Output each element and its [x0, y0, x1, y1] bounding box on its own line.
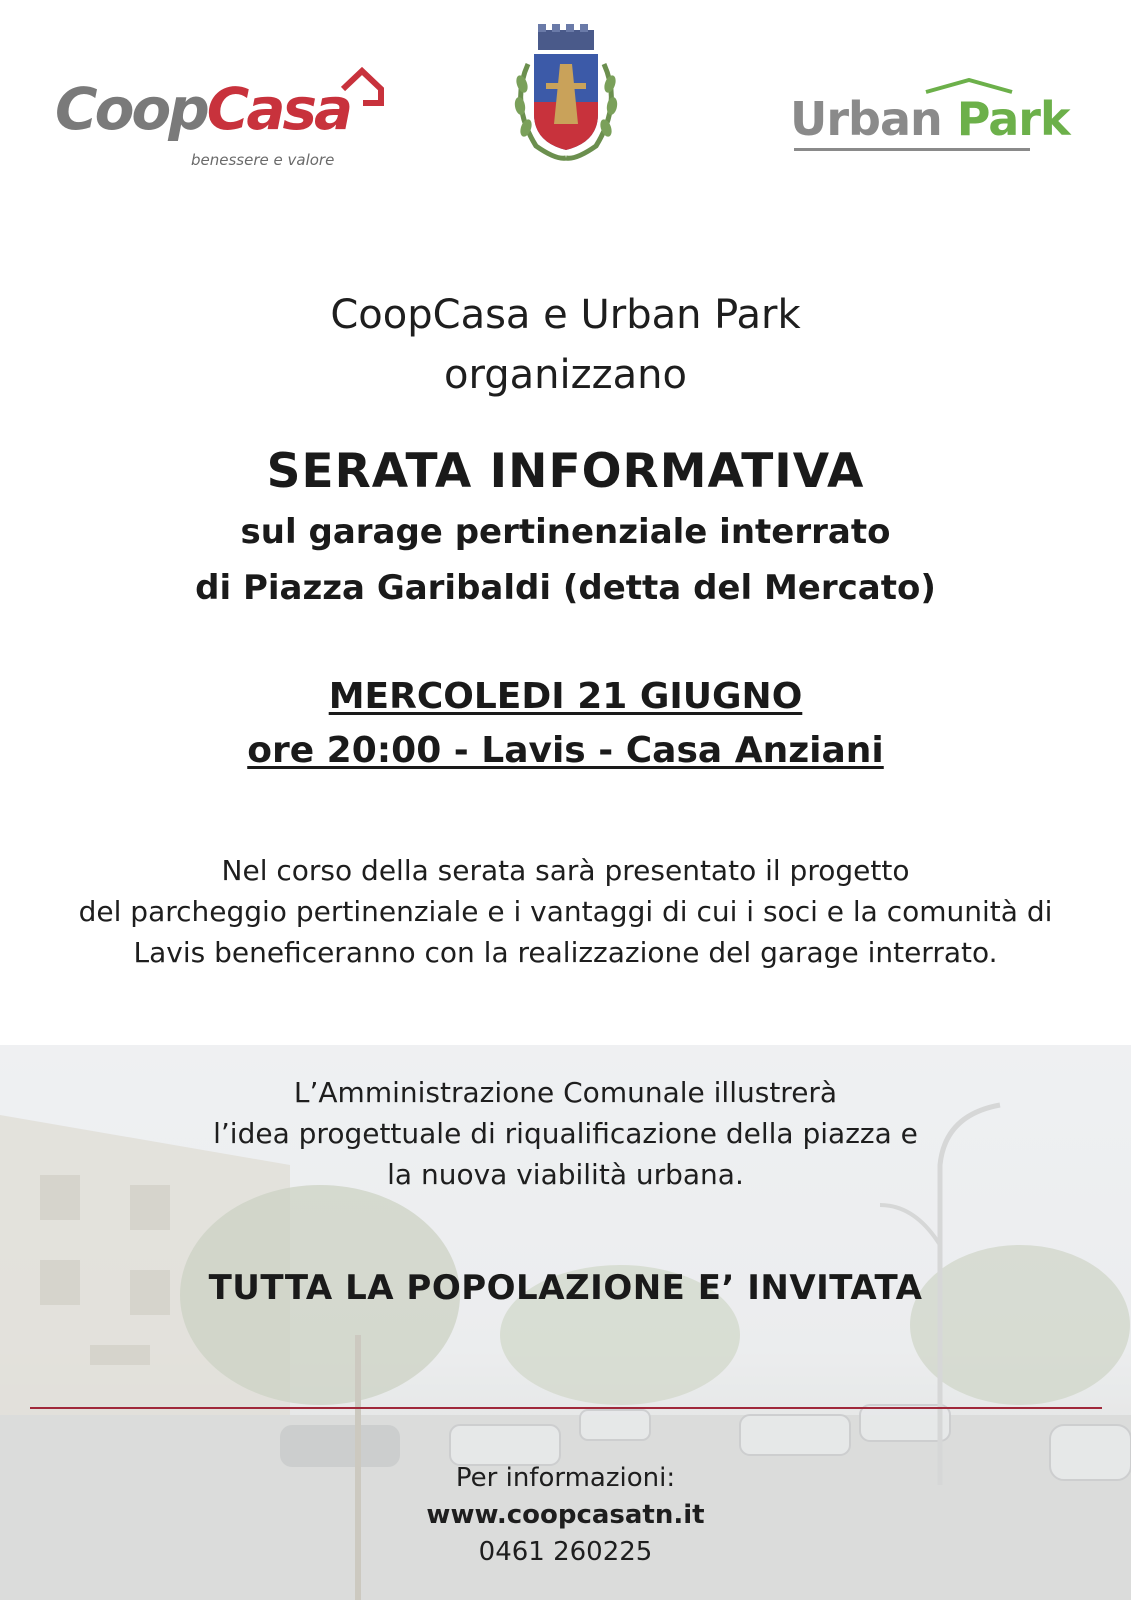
urbanpark-logo — [790, 78, 1080, 158]
coopcasa-tagline: benessere e valore — [191, 151, 335, 169]
administration-line: L’Amministrazione Comunale illustrerà — [293, 1076, 838, 1109]
invitation-banner: TUTTA LA POPOLAZIONE E’ INVITATA — [208, 1268, 923, 1308]
description-paragraph — [0, 850, 1131, 973]
coopcasa-logo — [55, 65, 395, 175]
divider-line — [30, 1407, 1102, 1409]
event-date: MERCOLEDI 21 GIUGNO — [328, 676, 803, 717]
event-datetime — [0, 670, 1131, 778]
coopcasa-word-coop: Coop — [55, 75, 207, 143]
organizers-verb: organizzano — [444, 352, 687, 398]
organizers-block — [0, 285, 1131, 405]
urbanpark-word-urban: Urban — [790, 92, 942, 146]
description-line: Lavis beneficeranno con la realizzazione del garage interrato. — [133, 936, 998, 969]
coopcasa-wordmark — [55, 75, 350, 143]
description-line: del parcheggio pertinenziale e i vantaggi di cui i soci e la comunità di — [78, 895, 1053, 928]
phone-number[interactable]: 0461 260225 — [478, 1537, 653, 1567]
contact-block — [0, 1460, 1131, 1571]
administration-line: l’idea progettuale di riqualificazione della piazza e — [213, 1117, 918, 1150]
contact-label: Per informazioni: — [455, 1463, 676, 1493]
administration-paragraph — [0, 1072, 1131, 1195]
description-line: Nel corso della serata sarà presentato il progetto — [221, 854, 910, 887]
urbanpark-underline — [794, 148, 1030, 151]
house-icon — [339, 67, 385, 107]
coopcasa-word-casa: Casa — [206, 75, 351, 143]
event-subtitle-line1: sul garage pertinenziale interrato — [240, 512, 891, 552]
website-link[interactable]: www.coopcasatn.it — [426, 1500, 705, 1530]
organizers-line: CoopCasa e Urban Park — [330, 292, 801, 338]
municipal-crest — [508, 24, 624, 164]
urbanpark-word-park: Park — [956, 92, 1070, 146]
urbanpark-wordmark — [790, 92, 1070, 146]
event-title: SERATA INFORMATIVA — [266, 444, 865, 499]
event-subtitle — [0, 504, 1131, 616]
event-subtitle-line2: di Piazza Garibaldi (detta del Mercato) — [195, 568, 936, 608]
administration-line: la nuova viabilità urbana. — [387, 1158, 744, 1191]
coat-of-arms-icon — [508, 24, 624, 164]
event-time-place: ore 20:00 - Lavis - Casa Anziani — [247, 730, 884, 771]
